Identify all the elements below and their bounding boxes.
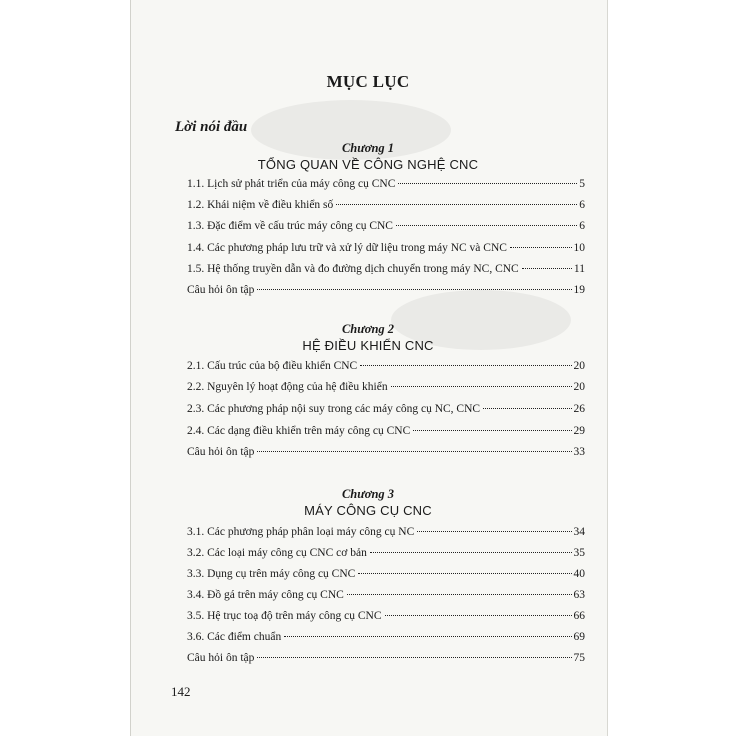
- toc-entry-page: 33: [573, 446, 585, 458]
- chapter-1-label: Chương 1: [341, 141, 395, 155]
- toc-entry-page: 29: [573, 425, 585, 437]
- dot-leader: [391, 386, 572, 387]
- chapter-3-title: MÁY CÔNG CỤ CNC: [304, 503, 432, 518]
- toc-entry-text: 2.1. Cấu trúc của bộ điều khiển CNC: [187, 360, 358, 372]
- toc-entry: [187, 547, 585, 561]
- toc-entry-page: 6: [579, 220, 585, 232]
- toc-entry-text: 1.2. Khái niệm về điều khiển số: [187, 199, 334, 211]
- page-number: 142: [171, 684, 191, 699]
- toc-entry-page: 40: [573, 568, 585, 580]
- toc-entry: [187, 199, 585, 213]
- chapter-2-label: Chương 2: [341, 322, 395, 336]
- toc-entry-page: 10: [573, 242, 585, 254]
- toc-entry-text: 3.2. Các loại máy công cụ CNC cơ bản: [187, 547, 367, 559]
- toc-entry: [187, 263, 585, 277]
- dot-leader: [257, 657, 571, 658]
- dot-leader: [396, 225, 577, 226]
- toc-entry-text: 3.6. Các điểm chuẩn: [187, 631, 282, 643]
- dot-leader: [347, 594, 572, 595]
- toc-entry-text: 3.5. Hệ trục toạ độ trên máy công cụ CNC: [187, 610, 382, 622]
- toc-entry-text: 2.2. Nguyên lý hoạt động của hệ điều khiển: [187, 381, 388, 393]
- page-title: MỤC LỤC: [326, 72, 410, 91]
- toc-entry-page: 66: [573, 610, 585, 622]
- toc-entry-page: 35: [573, 547, 585, 559]
- dot-leader: [257, 289, 571, 290]
- toc-entry: [187, 220, 585, 234]
- toc-entry: [187, 526, 585, 540]
- dot-leader: [413, 430, 571, 431]
- toc-entry: [187, 403, 585, 417]
- dot-leader: [483, 408, 571, 409]
- dot-leader: [417, 531, 571, 532]
- toc-entry: [187, 631, 585, 645]
- preface-heading: Lời nói đầu: [175, 119, 248, 135]
- toc-entry-text: 1.4. Các phương pháp lưu trữ và xử lý dữ liệu trong máy NC và CNC: [187, 242, 507, 254]
- toc-entry: [187, 589, 585, 603]
- toc-entry-page: 75: [573, 652, 585, 664]
- dot-leader: [336, 204, 577, 205]
- dot-leader: [522, 268, 572, 269]
- chapter-1-title: TỔNG QUAN VỀ CÔNG NGHỆ CNC: [257, 157, 479, 172]
- toc-entry-text: 3.4. Đồ gá trên máy công cụ CNC: [187, 589, 344, 601]
- toc-entry-page: 69: [573, 631, 585, 643]
- dot-leader: [398, 183, 577, 184]
- toc-entry-page: 19: [573, 284, 585, 296]
- chapter-2-title: HỆ ĐIỀU KHIỂN CNC: [302, 338, 434, 353]
- toc-entry-page: 6: [579, 199, 585, 211]
- toc-entry: [187, 610, 585, 624]
- toc-entry-text: 2.4. Các dạng điều khiển trên máy công cụ CNC: [187, 425, 411, 437]
- chapter-3-label: Chương 3: [341, 487, 395, 501]
- toc-entry: [187, 381, 585, 395]
- toc-entry-text: 3.1. Các phương pháp phân loại máy công cụ NC: [187, 526, 415, 538]
- toc-entry-text: 1.3. Đặc điểm về cấu trúc máy công cụ CNC: [187, 220, 393, 232]
- toc-entry: [187, 242, 585, 256]
- dot-leader: [360, 365, 571, 366]
- toc-entry-text: Câu hỏi ôn tập: [187, 284, 255, 296]
- dot-leader: [358, 573, 571, 574]
- toc-entry-text: Câu hỏi ôn tập: [187, 446, 255, 458]
- toc-entry: [187, 425, 585, 439]
- toc-entry: [187, 360, 585, 374]
- toc-entry-page: 20: [573, 360, 585, 372]
- toc-entry: [187, 284, 585, 298]
- toc-entry-page: 63: [573, 589, 585, 601]
- toc-entry: [187, 652, 585, 666]
- toc-entry-text: 2.3. Các phương pháp nội suy trong các máy công cụ NC, CNC: [187, 403, 481, 415]
- toc-entry: [187, 568, 585, 582]
- dot-leader: [284, 636, 571, 637]
- toc-entry-page: 20: [573, 381, 585, 393]
- toc-entry-page: 26: [573, 403, 585, 415]
- toc-entry-page: 34: [573, 526, 585, 538]
- toc-entry-text: 1.5. Hệ thống truyền dẫn và đo đường dịch chuyển trong máy NC, CNC: [187, 263, 519, 275]
- dot-leader: [510, 247, 572, 248]
- toc-entry-text: 1.1. Lịch sử phát triển của máy công cụ CNC: [187, 178, 396, 190]
- dot-leader: [370, 552, 572, 553]
- toc-entry: [187, 178, 585, 192]
- toc-entry-text: 3.3. Dụng cụ trên máy công cụ CNC: [187, 568, 356, 580]
- toc-entry-text: Câu hỏi ôn tập: [187, 652, 255, 664]
- toc-entry: [187, 446, 585, 460]
- toc-entry-page: 5: [579, 178, 585, 190]
- toc-entry-page: 11: [573, 263, 585, 275]
- dot-leader: [257, 451, 571, 452]
- dot-leader: [385, 615, 572, 616]
